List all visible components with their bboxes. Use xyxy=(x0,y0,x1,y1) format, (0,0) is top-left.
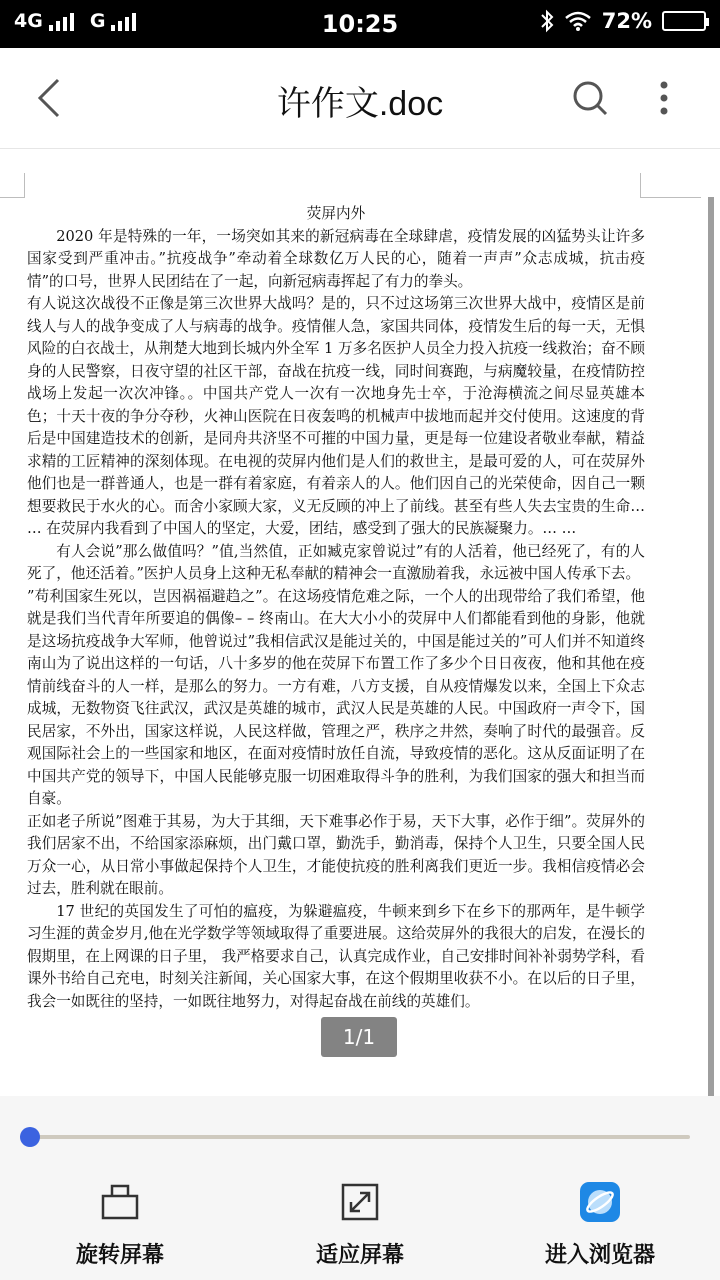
document-title: 许作文.doc xyxy=(276,85,444,123)
fit-screen-icon xyxy=(340,1182,380,1222)
battery-icon xyxy=(662,11,706,31)
vertical-scrollbar[interactable] xyxy=(708,197,714,1096)
fit-screen-button[interactable] xyxy=(240,1176,480,1280)
slider-thumb[interactable] xyxy=(20,1127,40,1147)
battery-percent: 72% xyxy=(601,9,652,33)
page-corner-mark xyxy=(0,173,25,198)
clock: 10:25 xyxy=(321,10,399,38)
paragraph: 有人说这次战役不正像是第三次世界大战吗？是的，只不过这场第三次世界大战中，疫情区是前线人与人的战争变成了人与病毒的战争。疫情催人急，家国共同体，疫情发生后的每一天，无惧风险的白衣战士，从荆楚大地到长城内外全军 1 万多名医护人员全力投入抗疫一线救治；奋不顾身的人民警察，日夜守望的社区干部，奋战在抗疫一线，同时间赛跑，与病魔较量，在疫情防控战场上发起一次次冲锋。。中国共产党人一次有一次地身先士卒，于沧海横流之间尽显英雄本色；十天十夜的争分夺秒，火神山医院在日夜轰鸣的机械声中拔地而起并交付使用。这速度的背后是中国建造技术的创新，是同舟共济坚不可摧的中国力量，更是每一位建设者敬业奉献，精益求精的工匠精神的深刻体现。在电视的荧屏内他们是人们的救世主，是最可爱的人，可在荧屏外他们也是一群普通人，也是一群有着家庭，有着亲人的人。他们因自己的光荣使命，因自己一颗想要救民于水火的心。而舍小家顾大家，义无反顾的冲上了前线。甚至有些人失去宝贵的生命… … 在荧屏内我看到了中国人的坚定，大爱，团结，感受到了强大的民族凝聚力。… … xyxy=(27,295,645,537)
wifi-icon xyxy=(564,10,592,32)
bottom-action-bar xyxy=(0,1176,720,1280)
paragraph: 17 世纪的英国发生了可怕的瘟疫，为躲避瘟疫，牛顿来到乡下在乡下的那两年，是牛顿学习生涯的黄金岁月,他在光学数学等领域取得了重要进展。这给荧屏外的我很大的启发，在漫长的假期里，在上网课的日子里， 我严格要求自己，认真完成作业，自己安排时间补补弱势学科，看课外书给自己充电，时刻关注新闻，关心国家大事，在这个假期里收获不小。在以后的日子里，我会一如既往的坚持，一如既往地努力，对得起奋战在前线的英雄们。 xyxy=(27,902,645,1010)
system-indicators xyxy=(540,9,706,33)
network1-label: 4G xyxy=(14,10,43,32)
more-options-icon[interactable] xyxy=(652,78,676,118)
app-toolbar xyxy=(0,48,720,149)
bluetooth-icon xyxy=(540,9,554,33)
rotate-screen-icon xyxy=(100,1182,140,1222)
paragraph: ”苟利国家生死以，岂因祸福避趋之”。在这场疫情危难之际，一个人的出现带给了我们希望，他就是我们当代青年所要追的偶像– – 终南山。在大大小小的荧屏中人们都能看到他的身影，他就是这场抗疫战争大军师，他曾说过”我相信武汉是能过关的，中国是能过关的”可人们并不知道终南山为了说出这样的一句话，八十多岁的他在荧屏下布置工作了多少个日日夜夜，他和其他在疫情前线奋斗的人一样，是那么的努力。一方有难，八方支援，自从疫情爆发以来，全国上下众志成城，无数物资飞往武汉，武汉是英雄的城市，武汉人民是英雄的人民。中国政府一声令下，国民居家，不外出，国家这样说，人民这样做，管理之严，秩序之井然，奏响了时代的最强音。反观国际社会上的一些国家和地区，在面对疫情时放任自流，导致疫情的恶化。这从反面证明了在中国共产党的领导下，中国人民能够克服一切困难取得斗争的胜利，为我们国家的强大和担当而自豪。 xyxy=(27,587,645,807)
page-corner-mark xyxy=(640,173,701,198)
paragraph: 有人会说”那么做值吗？”值,当然值，正如臧克家曾说过”有的人活着，他已经死了，有的人死了，他还活着。”医护人员身上这种无私奉献的精神会一直激励着我，永远被中国人传承下去。 xyxy=(27,542,645,582)
open-browser-label: 进入浏览器 xyxy=(544,1243,655,1268)
slider-track[interactable] xyxy=(30,1135,690,1139)
document-page xyxy=(27,203,645,1013)
open-browser-button[interactable] xyxy=(480,1176,720,1280)
paragraph: 正如老子所说”图难于其易，为大于其细，天下难事必作于易，天下大事，必作于细”。荧屏外的我们居家不出，不给国家添麻烦，出门戴口罩，勤洗手，勤消毒，保持个人卫生，只要全国人民万众一心，从日常小事做起保持个人卫生，才能使抗疫的胜利离我们更近一步。我相信疫情必会过去，胜利就在眼前。 xyxy=(27,812,645,897)
document-viewer[interactable] xyxy=(0,149,720,1096)
page-slider-bar xyxy=(0,1096,720,1176)
browser-icon xyxy=(580,1182,620,1222)
status-bar xyxy=(0,0,720,48)
fit-screen-label: 适应屏幕 xyxy=(315,1243,404,1268)
document-heading: 荧屏内外 xyxy=(306,205,366,222)
page-indicator: 1/1 xyxy=(321,1017,397,1057)
network2-label: G xyxy=(89,10,106,32)
rotate-screen-button[interactable] xyxy=(0,1176,240,1280)
rotate-screen-label: 旋转屏幕 xyxy=(75,1243,164,1268)
search-icon[interactable] xyxy=(570,78,610,118)
paragraph: 2020 年是特殊的一年，一场突如其来的新冠病毒在全球肆虐，疫情发展的凶猛势头让许多国家受到严重冲击。”抗疫战争”牵动着全球数亿万人民的心，随着一声声”众志成城，抗击疫情”的口号，世界人民团结在了一起，向新冠病毒挥起了有力的拳头。 xyxy=(27,227,645,290)
